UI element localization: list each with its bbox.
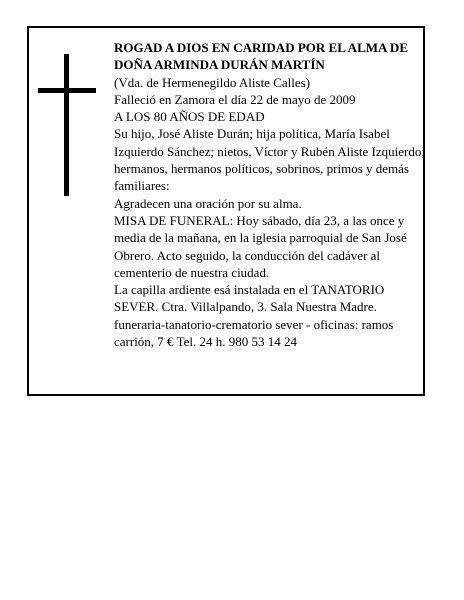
age-line: A LOS 80 AÑOS DE EDAD bbox=[114, 109, 265, 125]
funeral-home-contact: funeraria-tanatorio-crematorio sever - oficinas: ramos carrión, 7 € Tel. 24 h. 980 53 14 24 bbox=[114, 316, 394, 350]
funeral-mass-paragraph: MISA DE FUNERAL: Hoy sábado, día 23, a las once y media de la mañana, en la iglesia parroquial de San José Obrero. Acto seguido, la conducción del cadáver al cementerio de nuestra ciudad. bbox=[114, 212, 407, 280]
death-date-line: Falleció en Zamora el día 22 de mayo de 2009 bbox=[114, 91, 356, 107]
cross-horizontal-bar bbox=[38, 88, 96, 93]
cross-icon bbox=[38, 54, 96, 196]
widow-of-line: (Vda. de Hermenegildo Aliste Calles) bbox=[114, 74, 311, 90]
cross-vertical-bar bbox=[64, 54, 69, 196]
notice-text bbox=[114, 39, 426, 350]
notice-heading: ROGAD A DIOS EN CARIDAD POR EL ALMA DE DOÑA ARMINDA DURÁN MARTÍN bbox=[114, 40, 408, 73]
chapel-paragraph: La capilla ardiente esá instalada en el TANATORIO SEVER. Ctra. Villalpando, 3. Sala Nuestra Madre. bbox=[114, 282, 385, 315]
family-paragraph: Su hijo, José Aliste Durán; hija política, María Isabel Izquierdo Sánchez; nietos, Víctor y Rubén Aliste Izquierdo; hermanos, hermanos políticos, sobrinos, primos y demás familiares: bbox=[114, 126, 425, 194]
prayer-request: Agradecen una oración por su alma. bbox=[114, 195, 302, 211]
